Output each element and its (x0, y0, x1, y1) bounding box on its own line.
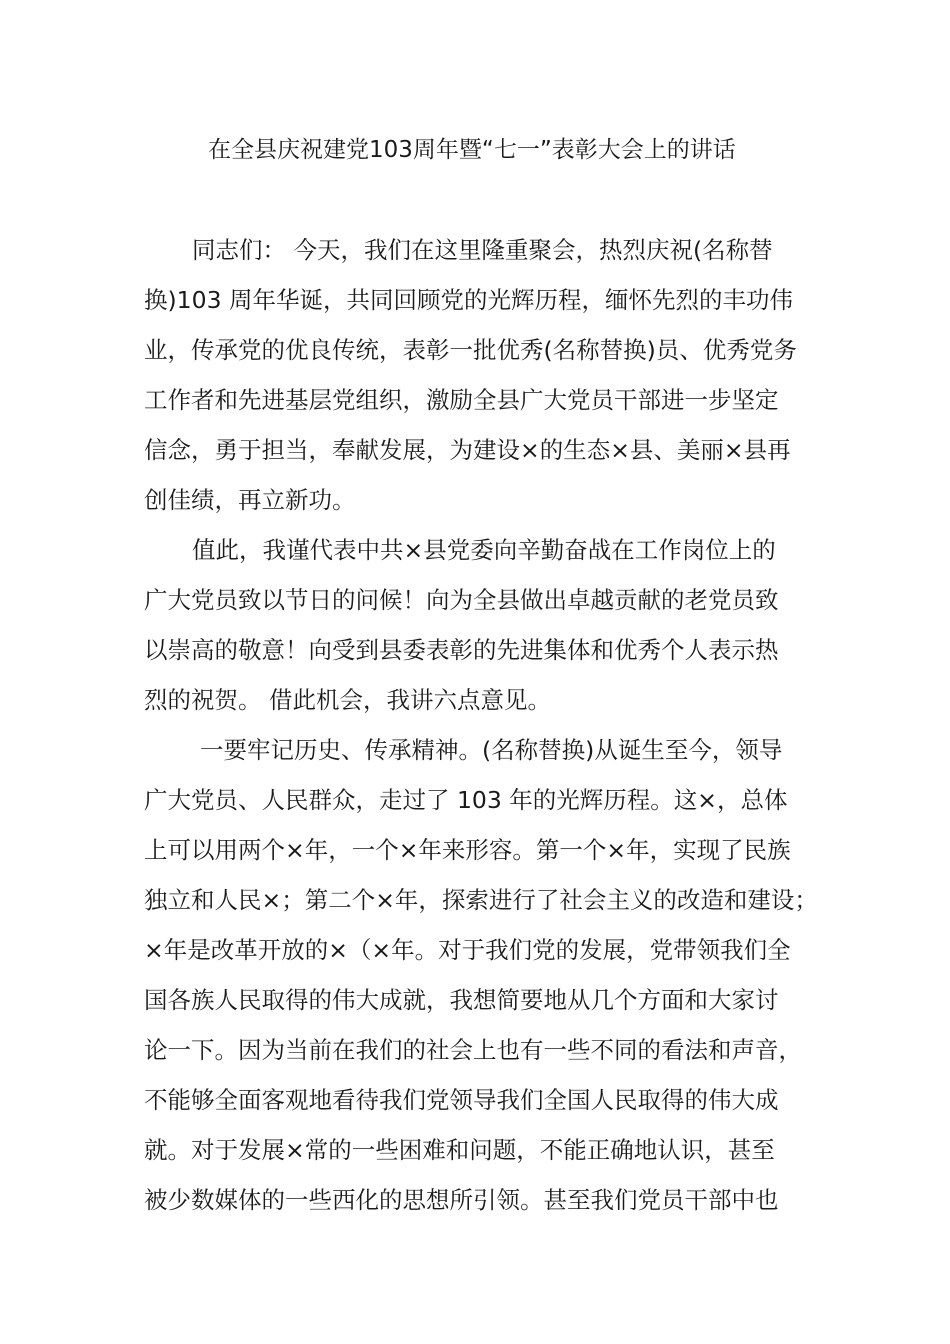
paragraph-line: 独立和人民×；第二个×年，探索进行了社会主义的改造和建设； (144, 886, 818, 914)
paragraph-line: 业，传承党的优良传统，表彰一批优秀(名称替换)员、优秀党务 (144, 336, 797, 364)
paragraph-line: 值此，我谨代表中共×县党委向辛勤奋战在工作岗位上的 (192, 536, 776, 564)
paragraph-line: 创佳绩，再立新功。 (144, 486, 356, 514)
paragraph-line: 烈的祝贺。 借此机会，我讲六点意见。 (144, 686, 551, 714)
paragraph-line: 换)103 周年华诞，共同回顾党的光辉历程，缅怀先烈的丰功伟 (144, 286, 793, 314)
paragraph-line: 同志们： 今天，我们在这里隆重聚会，热烈庆祝(名称替 (192, 236, 773, 264)
paragraph-line: 广大党员致以节日的问候！向为全县做出卓越贡献的老党员致 (144, 586, 779, 614)
paragraph-line: 国各族人民取得的伟大成就，我想简要地从几个方面和大家讨 (144, 986, 779, 1014)
document-title: 在全县庆祝建党103周年暨“七一”表彰大会上的讲话 (208, 137, 736, 163)
paragraph-line: 工作者和先进基层党组织，激励全县广大党员干部进一步坚定 (144, 386, 779, 414)
paragraph-line: 一要牢记历史、传承精神。(名称替换)从诞生至今，领导 (200, 736, 783, 764)
paragraph-line: 被少数媒体的一些西化的思想所引领。甚至我们党员干部中也 (144, 1186, 779, 1214)
paragraph-line: 就。对于发展×常的一些困难和问题，不能正确地认识，甚至 (144, 1136, 775, 1164)
paragraph-line: 以崇高的敬意！向受到县委表彰的先进集体和优秀个人表示热 (144, 636, 779, 664)
paragraph-line: 信念，勇于担当，奉献发展，为建设×的生态×县、美丽×县再 (144, 436, 791, 464)
paragraph-line: 不能够全面客观地看待我们党领导我们全国人民取得的伟大成 (144, 1086, 779, 1114)
paragraph-line: 论一下。因为当前在我们的社会上也有一些不同的看法和声音， (144, 1036, 802, 1064)
paragraph-line: 广大党员、人民群众，走过了 103 年的光辉历程。这×，总体 (144, 786, 788, 814)
paragraph-line: 上可以用两个×年，一个×年来形容。第一个×年，实现了民族 (144, 836, 791, 864)
paragraph-line: ×年是改革开放的×（×年。对于我们党的发展，党带领我们全 (144, 936, 791, 964)
